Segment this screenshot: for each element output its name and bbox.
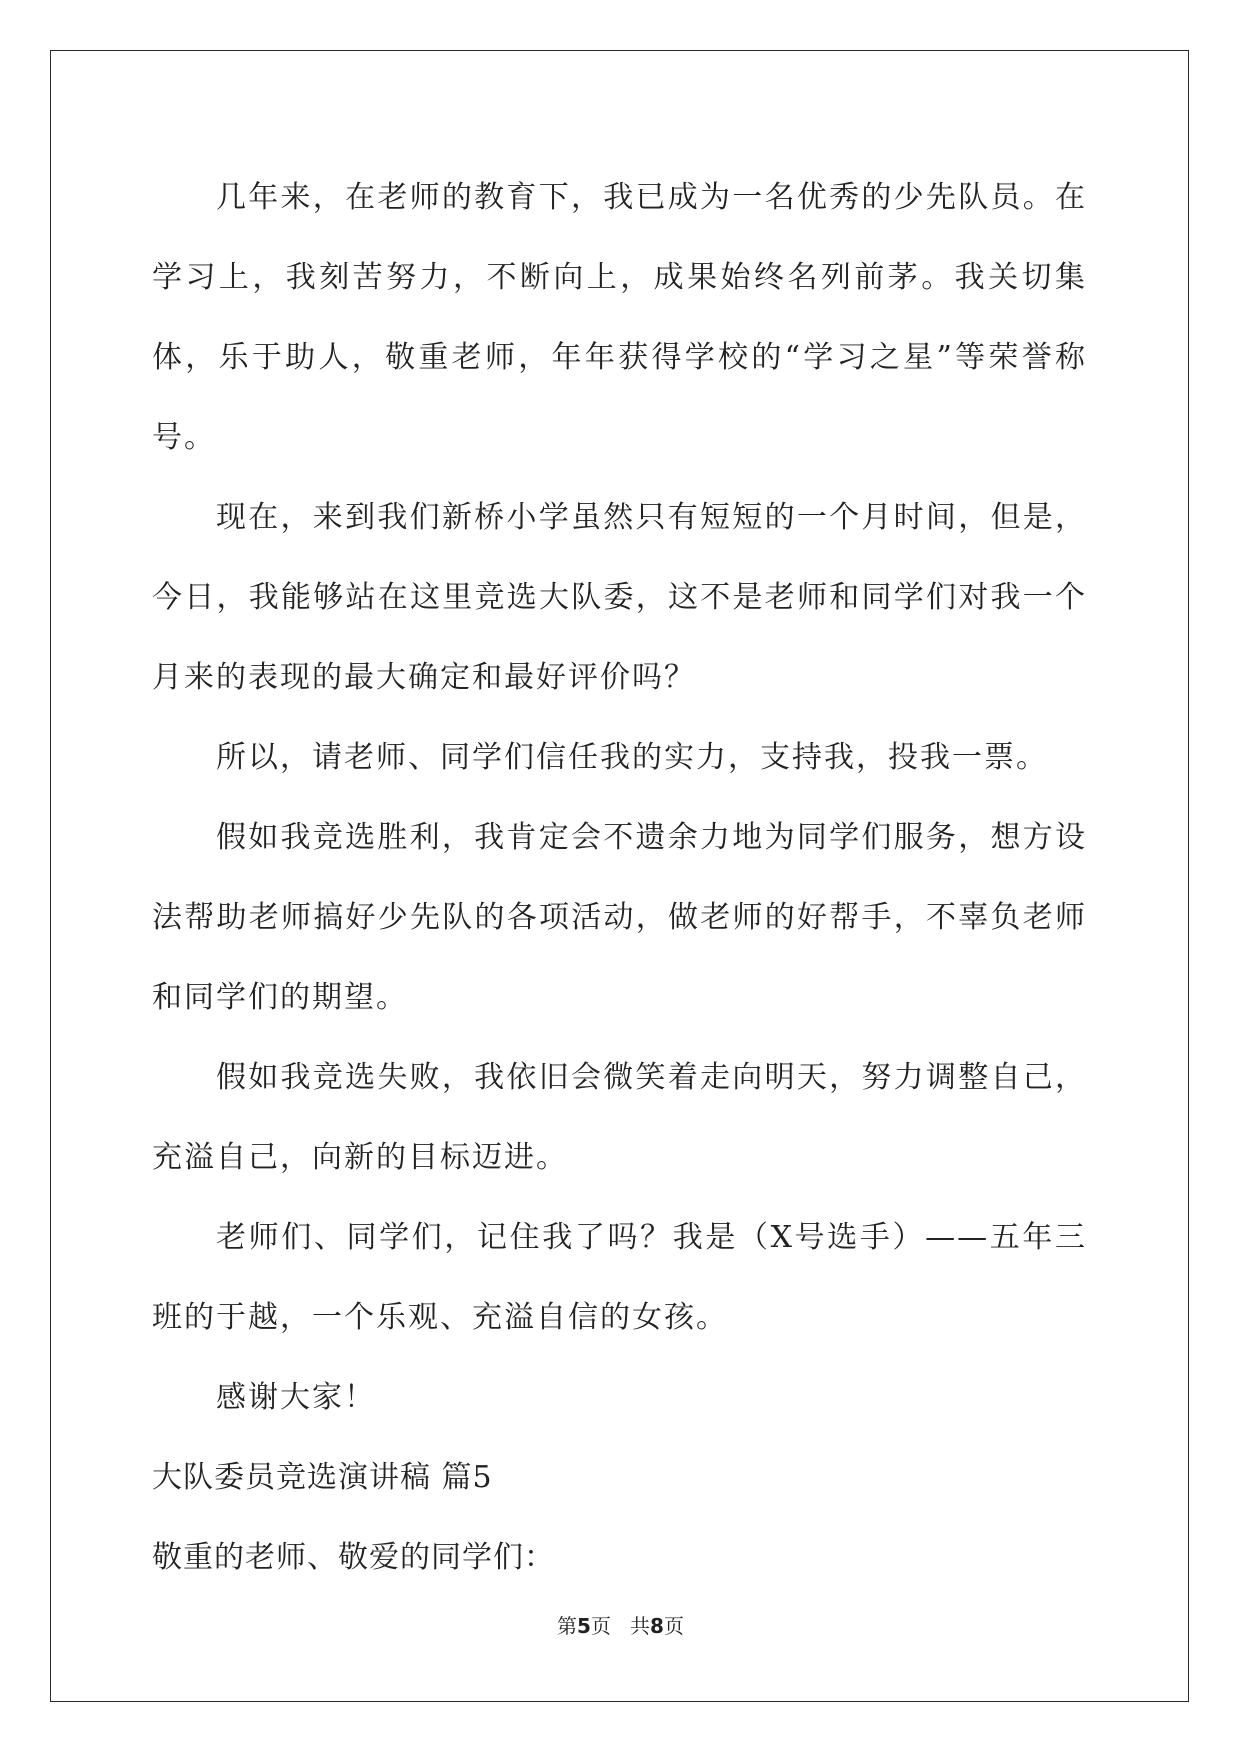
paragraph-2: 现在，来到我们新桥小学虽然只有短短的一个月时间，但是，今日，我能够站在这里竞选大队委，这不是老师和同学们对我一个月来的表现的最大确定和最好评价吗？ <box>152 500 1087 695</box>
page-number: 5 <box>577 1614 591 1638</box>
page-prefix: 第 <box>557 1614 578 1638</box>
paragraph-4: 假如我竞选胜利，我肯定会不遗余力地为同学们服务，想方设法帮助老师搞好少先队的各项活动，做老师的好帮手，不辜负老师和同学们的期望。 <box>152 820 1087 1015</box>
greeting-line: 敬重的老师、敬爱的同学们： <box>152 1540 555 1575</box>
paragraph-1: 几年来，在老师的教育下，我已成为一名优秀的少先队员。在学习上，我刻苦努力，不断向上，成果始终名列前茅。我关切集体，乐于助人，敬重老师，年年获得学校的“学习之星”等荣誉称号。 <box>152 180 1087 455</box>
paragraph-5: 假如我竞选失败，我依旧会微笑着走向明天，努力调整自己，充溢自己，向新的目标迈进。 <box>152 1060 1087 1175</box>
document-body <box>152 158 1087 1598</box>
page-footer <box>0 1610 1241 1639</box>
section-heading: 大队委员竞选演讲稿 篇5 <box>152 1460 493 1495</box>
total-suffix: 页 <box>663 1614 684 1638</box>
total-pages: 8 <box>650 1614 664 1638</box>
paragraph-3: 所以，请老师、同学们信任我的实力，支持我，投我一票。 <box>216 740 1048 775</box>
page-suffix: 页 <box>590 1614 611 1638</box>
paragraph-7: 感谢大家！ <box>216 1380 376 1415</box>
total-prefix: 共 <box>630 1614 651 1638</box>
paragraph-6: 老师们、同学们，记住我了吗？我是（X号选手）——五年三班的于越，一个乐观、充溢自信的女孩。 <box>152 1220 1087 1335</box>
